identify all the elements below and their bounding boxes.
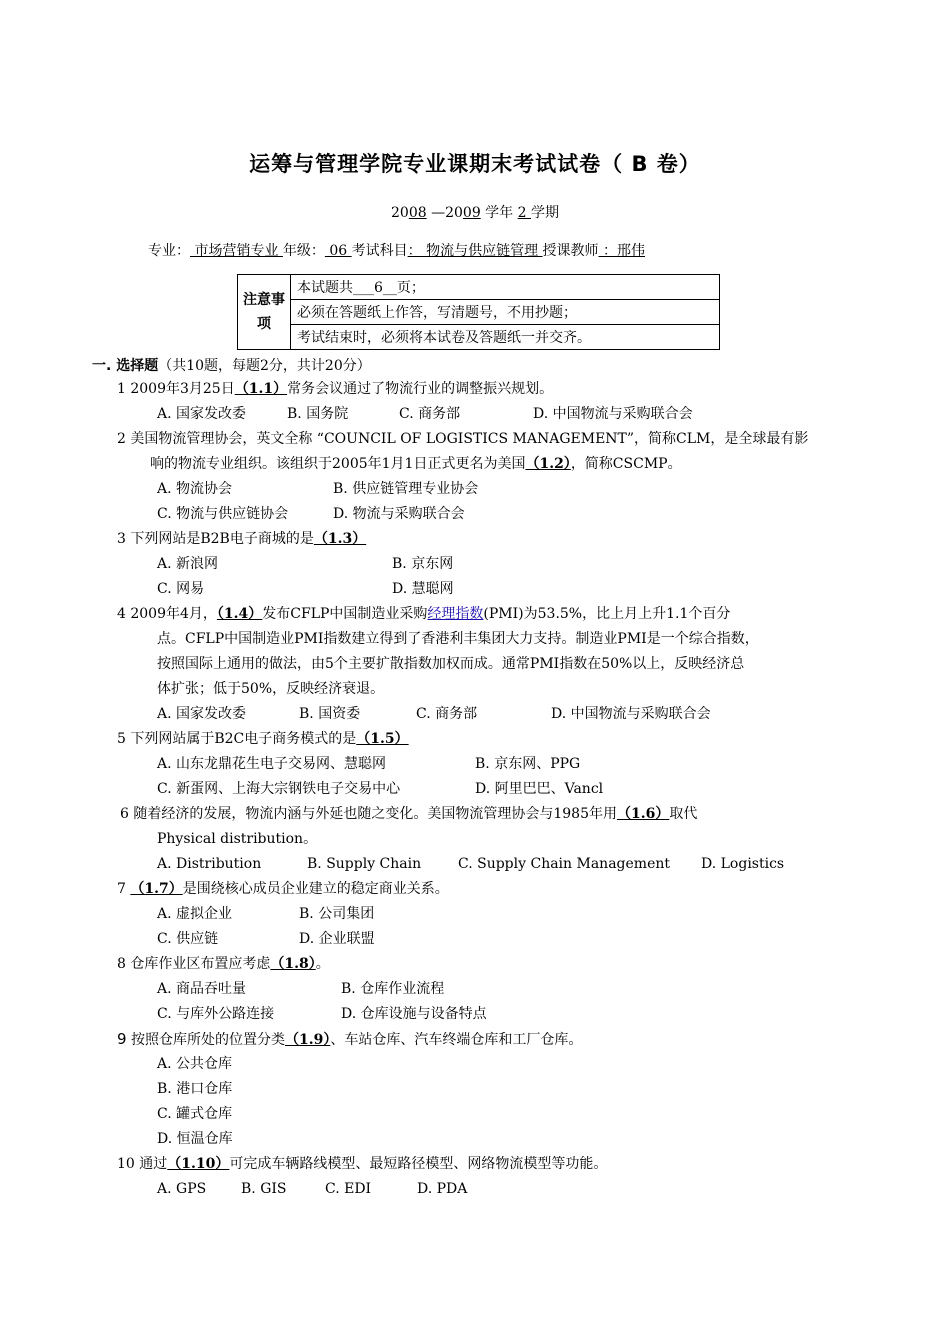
options-q2-row1: [157, 480, 478, 498]
option: B. 仓库作业流程: [341, 981, 445, 997]
notice-line: 考试结束时，必须将本试卷及答题纸一并交齐。: [291, 325, 720, 350]
question-3: [117, 530, 366, 548]
option: A. Distribution: [157, 856, 262, 872]
question-text: ，简称CSCMP。: [570, 456, 682, 472]
option: A. 虚拟企业: [157, 906, 233, 922]
question-text: 5 下列网站属于B2C电子商务模式的是: [117, 731, 357, 747]
answer-blank: （1.3）: [313, 531, 367, 547]
question-5: [117, 730, 409, 748]
option: A. 商品吞吐量: [157, 981, 247, 997]
notice-line: 必须在答题纸上作答，写清题号，不用抄题；: [291, 300, 720, 325]
question-text: 6 随着经济的发展，物流内涵与外延也随之变化。美国物流管理协会与1985年用: [120, 806, 617, 822]
answer-blank: （1.5）: [356, 731, 409, 747]
option: A. GPS: [157, 1181, 207, 1197]
question-text: 10 通过: [117, 1156, 168, 1172]
section-heading: [92, 355, 371, 375]
option: D. 物流与采购联合会: [333, 506, 465, 522]
question-number: 9: [117, 1030, 127, 1048]
option: B. 港口仓库: [157, 1081, 233, 1097]
option: C. Supply Chain Management: [458, 856, 670, 872]
major-label: 专业：: [148, 243, 190, 259]
section-label: 一. 选择题: [92, 358, 159, 374]
question-text: 按照仓库所处的位置分类: [126, 1032, 285, 1048]
year-label: 学年: [480, 205, 518, 221]
option: C. 物流与供应链协会: [157, 506, 289, 522]
answer-blank: （1.9）: [285, 1032, 331, 1048]
pmi-link[interactable]: 经理指数: [427, 606, 484, 622]
option: D. 仓库设施与设备特点: [341, 1006, 487, 1022]
option: C. 商务部: [416, 706, 478, 722]
question-4-cont: 按照国际上通用的做法，由5个主要扩散指数加权而成。通常PMI指数在50%以上，反映经济总: [157, 656, 745, 672]
option: D. 恒温仓库: [157, 1131, 233, 1147]
question-8: [117, 955, 330, 973]
answer-blank: （1.1）: [234, 381, 288, 397]
option: A. 山东龙鼎花生电子交易网、慧聪网: [157, 756, 387, 772]
teacher-label: 授课教师: [542, 243, 599, 259]
year-start-a: 20: [390, 205, 409, 221]
option: B. GIS: [241, 1181, 287, 1197]
option: C. EDI: [325, 1181, 372, 1197]
subject-label: 考试科目: [351, 243, 408, 259]
option: D. 企业联盟: [299, 931, 375, 947]
question-text: 8 仓库作业区布置应考虑: [117, 956, 271, 972]
options-q3-row1: [157, 555, 453, 573]
answer-blank: （1.10）: [167, 1156, 230, 1172]
options-q7-row1: [157, 905, 374, 923]
option: D. 阿里巴巴、Vancl: [475, 781, 604, 797]
options-q7-row2: [157, 930, 375, 948]
question-text: 发布CFLP中国制造业采购: [262, 606, 428, 622]
question-4-cont: 体扩张；低于50%，反映经济衰退。: [157, 681, 385, 697]
question-6: [120, 805, 697, 823]
term-label: 学期: [531, 205, 559, 221]
question-7: [117, 880, 449, 898]
options-q8-row1: [157, 980, 444, 998]
option: B. 京东网: [392, 556, 454, 572]
teacher-value: ：邢伟: [598, 243, 645, 259]
question-text: 。: [315, 956, 330, 972]
options-q1: [157, 405, 693, 423]
year-end-b: 09: [462, 205, 481, 221]
question-4-cont: 点。CFLP中国制造业PMI指数建立得到了香港利丰集团大力支持。制造业PMI是一个综合指数，: [157, 631, 759, 647]
grade-value: 06: [324, 243, 352, 259]
answer-blank: （1.6）: [616, 806, 670, 822]
answer-blank: （1.8）: [270, 956, 316, 972]
answer-blank: （1.7）: [130, 881, 183, 897]
option: D. 中国物流与采购联合会: [533, 406, 693, 422]
options-q10: [157, 1180, 467, 1198]
question-10: [117, 1155, 607, 1173]
options-q5-row2: [157, 780, 603, 798]
option: C. 与库外公路连接: [157, 1006, 275, 1022]
question-text: 响的物流专业组织。该组织于2005年1月1日正式更名为美国: [150, 456, 526, 472]
question-text: 取代: [669, 806, 698, 822]
question-text: 可完成车辆路线模型、最短路径模型、网络物流模型等功能。: [229, 1156, 608, 1172]
question-text: 3 下列网站是B2B电子商城的是: [117, 531, 314, 547]
option: A. 物流协会: [157, 481, 233, 497]
option: D. PDA: [417, 1181, 468, 1197]
option: C. 供应链: [157, 931, 219, 947]
option: A. 新浪网: [157, 556, 219, 572]
option: D. Logistics: [701, 856, 785, 872]
option: A. 国家发改委: [157, 406, 247, 422]
question-9: [117, 1030, 582, 1049]
option: D. 慧聪网: [392, 581, 454, 597]
notice-head: 注意事项: [238, 275, 291, 350]
option: C. 罐式仓库: [157, 1106, 233, 1122]
question-1: [117, 380, 553, 398]
option: C. 新蛋网、上海大宗钢铁电子交易中心: [157, 781, 401, 797]
option: A. 公共仓库: [157, 1056, 233, 1072]
options-q4: [157, 705, 711, 723]
option: B. 国资委: [299, 706, 361, 722]
option: B. 国务院: [287, 406, 349, 422]
options-q6: [157, 855, 784, 873]
year-start-b: 08: [408, 205, 427, 221]
option: B. 京东网、PPG: [475, 756, 581, 772]
question-text: 1 2009年3月25日: [117, 381, 235, 397]
options-q8-row2: [157, 1005, 487, 1023]
option: C. 网易: [157, 581, 205, 597]
question-text: 常务会议通过了物流行业的调整振兴规划。: [287, 381, 554, 397]
grade-label: 年级：: [282, 243, 325, 259]
answer-blank: （1.4）: [216, 606, 263, 622]
question-text: 7: [117, 881, 131, 897]
option: B. Supply Chain: [307, 856, 422, 872]
question-4: [117, 605, 730, 623]
answer-blank: （1.2）: [525, 456, 571, 472]
academic-term: [0, 202, 950, 222]
year-sep: —20: [426, 205, 463, 221]
question-2-cont: [150, 455, 682, 473]
notice-line: 本试题共___6__页；: [291, 275, 720, 300]
notice-table: [237, 274, 720, 350]
page-title: 运筹与管理学院专业课期末考试试卷（ B 卷）: [249, 152, 701, 176]
question-text: 4 2009年4月，: [117, 606, 217, 622]
options-q2-row2: [157, 505, 465, 523]
options-q5-row1: [157, 755, 580, 773]
option: A. 国家发改委: [157, 706, 247, 722]
question-text: (PMI)为53.5%，比上月上升1.1个百分: [483, 606, 731, 622]
options-q3-row2: [157, 580, 454, 598]
section-desc: （共10题，每题2分，共计20分）: [158, 358, 371, 374]
major-value: 市场营销专业: [190, 243, 283, 259]
option: B. 公司集团: [299, 906, 375, 922]
question-text: 、车站仓库、汽车终端仓库和工厂仓库。: [330, 1032, 583, 1048]
subject-value: ： 物流与供应链管理: [407, 243, 543, 259]
question-6-cont: Physical distribution。: [157, 831, 318, 847]
option: C. 商务部: [399, 406, 461, 422]
option: D. 中国物流与采购联合会: [551, 706, 711, 722]
term-number: 2: [517, 205, 531, 221]
option: B. 供应链管理专业协会: [333, 481, 479, 497]
course-info: [148, 240, 645, 260]
question-2: 2 美国物流管理协会，英文全称 “COUNCIL OF LOGISTICS MANAGEMENT”，简称CLM，是全球最有影: [117, 431, 809, 447]
question-text: 是围绕核心成员企业建立的稳定商业关系。: [182, 881, 449, 897]
